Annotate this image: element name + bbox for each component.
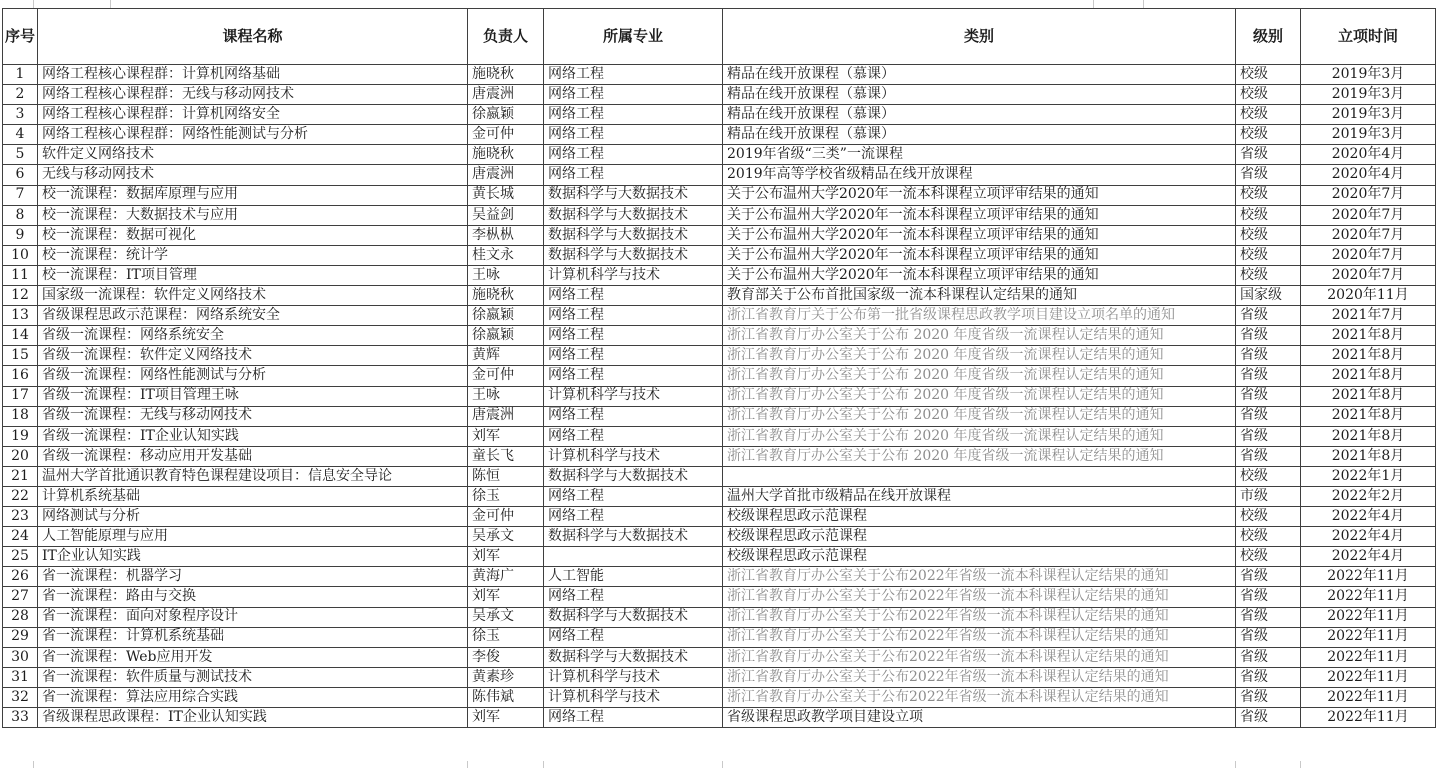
cell-course: 网络工程核心课程群：网络性能测试与分析 — [38, 125, 468, 145]
cell-major: 网络工程 — [544, 105, 723, 125]
cell-date: 2022年11月 — [1301, 647, 1436, 667]
cell-leader: 陈伟斌 — [468, 687, 544, 707]
cell-major: 计算机科学与技术 — [544, 687, 723, 707]
gridline-stub — [1300, 761, 1301, 768]
cell-index: 26 — [3, 567, 38, 587]
cell-major: 网络工程 — [544, 426, 723, 446]
cell-index: 15 — [3, 346, 38, 366]
cell-index: 1 — [3, 65, 38, 85]
cell-major: 网络工程 — [544, 286, 723, 306]
cell-course: 人工智能原理与应用 — [38, 527, 468, 547]
cell-course: 国家级一流课程：软件定义网络技术 — [38, 286, 468, 306]
cell-level: 校级 — [1236, 466, 1301, 486]
cell-major: 网络工程 — [544, 627, 723, 647]
cell-level: 省级 — [1236, 386, 1301, 406]
cell-level: 省级 — [1236, 687, 1301, 707]
cell-major: 网络工程 — [544, 346, 723, 366]
cell-date: 2022年11月 — [1301, 567, 1436, 587]
cell-index: 14 — [3, 326, 38, 346]
cell-index: 21 — [3, 466, 38, 486]
cell-date: 2020年7月 — [1301, 245, 1436, 265]
cell-level: 省级 — [1236, 627, 1301, 647]
cell-level: 省级 — [1236, 346, 1301, 366]
cell-level: 校级 — [1236, 245, 1301, 265]
cell-date: 2021年7月 — [1301, 306, 1436, 326]
cell-category: 浙江省教育厅办公室关于公布 2020 年度省级一流课程认定结果的通知 — [723, 326, 1236, 346]
table-row — [3, 406, 1436, 426]
cell-leader: 黄辉 — [468, 346, 544, 366]
cell-leader: 唐震洲 — [468, 85, 544, 105]
cell-date: 2022年2月 — [1301, 486, 1436, 506]
cell-leader: 徐嬴颖 — [468, 105, 544, 125]
cell-category: 浙江省教育厅办公室关于公布 2020 年度省级一流课程认定结果的通知 — [723, 386, 1236, 406]
cell-course: 校一流课程：统计学 — [38, 245, 468, 265]
cell-category: 精品在线开放课程（慕课） — [723, 105, 1236, 125]
table-header-row — [3, 9, 1436, 65]
cell-level: 校级 — [1236, 547, 1301, 567]
table-row — [3, 245, 1436, 265]
table-row — [3, 386, 1436, 406]
course-table — [2, 8, 1436, 728]
cell-leader: 徐嬴颖 — [468, 306, 544, 326]
cell-level: 省级 — [1236, 426, 1301, 446]
table-row — [3, 547, 1436, 567]
cell-date: 2021年8月 — [1301, 406, 1436, 426]
cell-leader: 黄长城 — [468, 185, 544, 205]
cell-date: 2021年8月 — [1301, 346, 1436, 366]
cell-category: 精品在线开放课程（慕课） — [723, 85, 1236, 105]
table-row — [3, 205, 1436, 225]
cell-leader: 施晓秋 — [468, 286, 544, 306]
cell-index: 19 — [3, 426, 38, 446]
cell-category: 2019年省级“三类”一流课程 — [723, 145, 1236, 165]
cell-course: 省一流课程：机器学习 — [38, 567, 468, 587]
cell-course: 省一流课程：路由与交换 — [38, 587, 468, 607]
cell-level: 省级 — [1236, 446, 1301, 466]
table-row — [3, 567, 1436, 587]
cell-leader: 刘军 — [468, 708, 544, 728]
cell-level: 省级 — [1236, 647, 1301, 667]
cell-index: 12 — [3, 286, 38, 306]
cell-course: 省一流课程：面向对象程序设计 — [38, 607, 468, 627]
cell-major: 数据科学与大数据技术 — [544, 245, 723, 265]
cell-category: 浙江省教育厅办公室关于公布2022年省级一流本科课程认定结果的通知 — [723, 627, 1236, 647]
cell-course: 省级一流课程：IT企业认知实践 — [38, 426, 468, 446]
cell-course: 网络工程核心课程群：计算机网络基础 — [38, 65, 468, 85]
cell-date: 2022年4月 — [1301, 547, 1436, 567]
cell-level: 国家级 — [1236, 286, 1301, 306]
cell-index: 30 — [3, 647, 38, 667]
cell-level: 省级 — [1236, 587, 1301, 607]
cell-category: 关于公布温州大学2020年一流本科课程立项评审结果的通知 — [723, 225, 1236, 245]
cell-date: 2022年11月 — [1301, 667, 1436, 687]
cell-leader: 王咏 — [468, 386, 544, 406]
cell-index: 32 — [3, 687, 38, 707]
cell-date: 2021年8月 — [1301, 386, 1436, 406]
cell-course: 校一流课程：数据可视化 — [38, 225, 468, 245]
cell-level: 省级 — [1236, 165, 1301, 185]
cell-course: 无线与移动网技术 — [38, 165, 468, 185]
cell-major: 数据科学与大数据技术 — [544, 607, 723, 627]
cell-leader: 李俊 — [468, 647, 544, 667]
cell-major: 网络工程 — [544, 145, 723, 165]
cell-leader: 金可仲 — [468, 366, 544, 386]
cell-leader: 吴益剑 — [468, 205, 544, 225]
cell-category: 浙江省教育厅办公室关于公布 2020 年度省级一流课程认定结果的通知 — [723, 426, 1236, 446]
cell-leader: 陈恒 — [468, 466, 544, 486]
cell-level: 省级 — [1236, 326, 1301, 346]
cell-date: 2020年4月 — [1301, 165, 1436, 185]
gridline-stub — [1093, 0, 1094, 8]
table-row — [3, 306, 1436, 326]
gridline-stub — [33, 761, 34, 768]
table-row — [3, 145, 1436, 165]
cell-category: 关于公布温州大学2020年一流本科课程立项评审结果的通知 — [723, 185, 1236, 205]
cell-major: 网络工程 — [544, 406, 723, 426]
table-row — [3, 105, 1436, 125]
cell-index: 18 — [3, 406, 38, 426]
cell-leader: 金可仲 — [468, 507, 544, 527]
cell-index: 29 — [3, 627, 38, 647]
cell-category: 浙江省教育厅办公室关于公布 2020 年度省级一流课程认定结果的通知 — [723, 446, 1236, 466]
cell-category: 温州大学首批市级精品在线开放课程 — [723, 486, 1236, 506]
cell-major: 数据科学与大数据技术 — [544, 205, 723, 225]
cell-index: 22 — [3, 486, 38, 506]
cell-major: 数据科学与大数据技术 — [544, 647, 723, 667]
table-row — [3, 225, 1436, 245]
cell-index: 24 — [3, 527, 38, 547]
cell-course: 温州大学首批通识教育特色课程建设项目：信息安全导论 — [38, 466, 468, 486]
cell-date: 2019年3月 — [1301, 85, 1436, 105]
cell-major: 计算机科学与技术 — [544, 265, 723, 285]
cell-date: 2022年11月 — [1301, 687, 1436, 707]
cell-index: 20 — [3, 446, 38, 466]
cell-major: 网络工程 — [544, 85, 723, 105]
column-header-leader: 负责人 — [468, 9, 544, 65]
cell-leader: 施晓秋 — [468, 65, 544, 85]
cell-category: 校级课程思政示范课程 — [723, 527, 1236, 547]
cell-leader: 徐玉 — [468, 627, 544, 647]
cell-category: 浙江省教育厅办公室关于公布 2020 年度省级一流课程认定结果的通知 — [723, 406, 1236, 426]
table-row — [3, 627, 1436, 647]
table-row — [3, 366, 1436, 386]
cell-course: 省级课程思政示范课程：网络系统安全 — [38, 306, 468, 326]
cell-leader: 施晓秋 — [468, 145, 544, 165]
cell-leader: 桂文永 — [468, 245, 544, 265]
table-row — [3, 326, 1436, 346]
table-row — [3, 65, 1436, 85]
cell-leader: 徐嬴颖 — [468, 326, 544, 346]
cell-date: 2020年7月 — [1301, 225, 1436, 245]
cell-course: 校一流课程：大数据技术与应用 — [38, 205, 468, 225]
cell-date: 2020年11月 — [1301, 286, 1436, 306]
cell-category: 关于公布温州大学2020年一流本科课程立项评审结果的通知 — [723, 265, 1236, 285]
cell-index: 33 — [3, 708, 38, 728]
cell-date: 2021年8月 — [1301, 326, 1436, 346]
cell-index: 7 — [3, 185, 38, 205]
cell-course: 网络工程核心课程群：计算机网络安全 — [38, 105, 468, 125]
cell-course: 网络测试与分析 — [38, 507, 468, 527]
cell-date: 2021年8月 — [1301, 446, 1436, 466]
cell-major: 计算机科学与技术 — [544, 446, 723, 466]
cell-course: 省级一流课程：网络系统安全 — [38, 326, 468, 346]
gridline-stub — [33, 0, 34, 8]
cell-course: 网络工程核心课程群：无线与移动网技术 — [38, 85, 468, 105]
cell-course: 省级课程思政课程：IT企业认知实践 — [38, 708, 468, 728]
table-row — [3, 607, 1436, 627]
cell-course: 省级一流课程：移动应用开发基础 — [38, 446, 468, 466]
table-row — [3, 426, 1436, 446]
table-row — [3, 507, 1436, 527]
cell-major: 网络工程 — [544, 326, 723, 346]
cell-date: 2022年4月 — [1301, 527, 1436, 547]
cell-leader: 吴承文 — [468, 607, 544, 627]
cell-level: 省级 — [1236, 406, 1301, 426]
table-row — [3, 265, 1436, 285]
cell-level: 校级 — [1236, 85, 1301, 105]
cell-level: 省级 — [1236, 708, 1301, 728]
cell-index: 5 — [3, 145, 38, 165]
cell-category: 浙江省教育厅办公室关于公布2022年省级一流本科课程认定结果的通知 — [723, 687, 1236, 707]
cell-date: 2021年8月 — [1301, 366, 1436, 386]
cell-index: 2 — [3, 85, 38, 105]
cell-index: 6 — [3, 165, 38, 185]
gridline-stub — [543, 761, 544, 768]
gridline-stub — [1143, 0, 1144, 8]
cell-category: 浙江省教育厅关于公布第一批省级课程思政教学项目建设立项名单的通知 — [723, 306, 1236, 326]
cell-category: 浙江省教育厅办公室关于公布2022年省级一流本科课程认定结果的通知 — [723, 567, 1236, 587]
cell-course: 省一流课程：计算机系统基础 — [38, 627, 468, 647]
cell-date: 2019年3月 — [1301, 125, 1436, 145]
cell-level: 校级 — [1236, 185, 1301, 205]
cell-course: 省级一流课程：软件定义网络技术 — [38, 346, 468, 366]
cell-major: 网络工程 — [544, 306, 723, 326]
cell-category — [723, 466, 1236, 486]
cell-index: 28 — [3, 607, 38, 627]
cell-category: 浙江省教育厅办公室关于公布2022年省级一流本科课程认定结果的通知 — [723, 667, 1236, 687]
cell-category: 校级课程思政示范课程 — [723, 547, 1236, 567]
cell-major: 网络工程 — [544, 708, 723, 728]
cell-major — [544, 547, 723, 567]
cell-category: 浙江省教育厅办公室关于公布2022年省级一流本科课程认定结果的通知 — [723, 647, 1236, 667]
cell-leader: 刘军 — [468, 587, 544, 607]
cell-date: 2020年7月 — [1301, 265, 1436, 285]
cell-course: 校一流课程：数据库原理与应用 — [38, 185, 468, 205]
cell-level: 校级 — [1236, 105, 1301, 125]
cell-date: 2021年8月 — [1301, 426, 1436, 446]
column-header-major: 所属专业 — [544, 9, 723, 65]
table-row — [3, 446, 1436, 466]
cell-major: 网络工程 — [544, 165, 723, 185]
cell-level: 省级 — [1236, 145, 1301, 165]
cell-course: 计算机系统基础 — [38, 486, 468, 506]
cell-course: 省级一流课程：IT项目管理王咏 — [38, 386, 468, 406]
cell-leader: 吴承文 — [468, 527, 544, 547]
cell-level: 校级 — [1236, 205, 1301, 225]
cell-course: 省一流课程：软件质量与测试技术 — [38, 667, 468, 687]
cell-date: 2020年4月 — [1301, 145, 1436, 165]
cell-category: 浙江省教育厅办公室关于公布 2020 年度省级一流课程认定结果的通知 — [723, 346, 1236, 366]
cell-date: 2020年7月 — [1301, 205, 1436, 225]
cell-level: 校级 — [1236, 507, 1301, 527]
cell-index: 3 — [3, 105, 38, 125]
cell-index: 11 — [3, 265, 38, 285]
cell-leader: 刘军 — [468, 426, 544, 446]
cell-major: 网络工程 — [544, 587, 723, 607]
cell-category: 关于公布温州大学2020年一流本科课程立项评审结果的通知 — [723, 245, 1236, 265]
cell-course: 省一流课程：算法应用综合实践 — [38, 687, 468, 707]
gridline-stub — [1235, 761, 1236, 768]
cell-index: 25 — [3, 547, 38, 567]
cell-level: 省级 — [1236, 667, 1301, 687]
cell-major: 网络工程 — [544, 366, 723, 386]
cell-major: 网络工程 — [544, 507, 723, 527]
cell-major: 人工智能 — [544, 567, 723, 587]
cell-category: 关于公布温州大学2020年一流本科课程立项评审结果的通知 — [723, 205, 1236, 225]
cell-course: 省一流课程：Web应用开发 — [38, 647, 468, 667]
column-header-index: 序号 — [3, 9, 38, 65]
cell-index: 10 — [3, 245, 38, 265]
gridline-stub — [110, 0, 111, 8]
cell-level: 校级 — [1236, 225, 1301, 245]
cell-level: 校级 — [1236, 125, 1301, 145]
table-row — [3, 165, 1436, 185]
cell-date: 2022年11月 — [1301, 587, 1436, 607]
cell-course: 软件定义网络技术 — [38, 145, 468, 165]
cell-index: 8 — [3, 205, 38, 225]
cell-level: 省级 — [1236, 567, 1301, 587]
cell-course: 校一流课程：IT项目管理 — [38, 265, 468, 285]
cell-major: 计算机科学与技术 — [544, 386, 723, 406]
cell-major: 数据科学与大数据技术 — [544, 466, 723, 486]
column-header-course: 课程名称 — [38, 9, 468, 65]
cell-date: 2022年1月 — [1301, 466, 1436, 486]
cell-leader: 刘军 — [468, 547, 544, 567]
cell-leader: 黄素珍 — [468, 667, 544, 687]
table-row — [3, 587, 1436, 607]
cell-major: 计算机科学与技术 — [544, 667, 723, 687]
cell-major: 网络工程 — [544, 125, 723, 145]
cell-level: 校级 — [1236, 265, 1301, 285]
table-row — [3, 125, 1436, 145]
cell-index: 16 — [3, 366, 38, 386]
cell-date: 2022年4月 — [1301, 507, 1436, 527]
cell-major: 网络工程 — [544, 486, 723, 506]
cell-level: 校级 — [1236, 65, 1301, 85]
cell-major: 网络工程 — [544, 65, 723, 85]
cell-date: 2022年11月 — [1301, 708, 1436, 728]
table-row — [3, 185, 1436, 205]
cell-category: 2019年高等学校省级精品在线开放课程 — [723, 165, 1236, 185]
cell-date: 2019年3月 — [1301, 65, 1436, 85]
cell-index: 31 — [3, 667, 38, 687]
cell-category: 浙江省教育厅办公室关于公布2022年省级一流本科课程认定结果的通知 — [723, 607, 1236, 627]
cell-category: 浙江省教育厅办公室关于公布 2020 年度省级一流课程认定结果的通知 — [723, 366, 1236, 386]
cell-index: 13 — [3, 306, 38, 326]
cell-leader: 唐震洲 — [468, 165, 544, 185]
cell-level: 省级 — [1236, 607, 1301, 627]
cell-category: 省级课程思政教学项目建设立项 — [723, 708, 1236, 728]
table-row — [3, 486, 1436, 506]
cell-category: 精品在线开放课程（慕课） — [723, 65, 1236, 85]
table-row — [3, 667, 1436, 687]
cell-major: 数据科学与大数据技术 — [544, 527, 723, 547]
cell-leader: 唐震洲 — [468, 406, 544, 426]
cell-index: 9 — [3, 225, 38, 245]
cell-date: 2022年11月 — [1301, 627, 1436, 647]
gridline-stub — [467, 761, 468, 768]
cell-level: 校级 — [1236, 527, 1301, 547]
cell-category: 教育部关于公布首批国家级一流本科课程认定结果的通知 — [723, 286, 1236, 306]
table-row — [3, 286, 1436, 306]
cell-date: 2020年7月 — [1301, 185, 1436, 205]
cell-course: IT企业认知实践 — [38, 547, 468, 567]
table-row — [3, 527, 1436, 547]
cell-leader: 童长飞 — [468, 446, 544, 466]
cell-date: 2022年11月 — [1301, 607, 1436, 627]
cell-leader: 金可仲 — [468, 125, 544, 145]
cell-index: 4 — [3, 125, 38, 145]
cell-category: 精品在线开放课程（慕课） — [723, 125, 1236, 145]
table-row — [3, 346, 1436, 366]
cell-leader: 黄海广 — [468, 567, 544, 587]
column-header-level: 级别 — [1236, 9, 1301, 65]
column-header-category: 类别 — [723, 9, 1236, 65]
cell-course: 省级一流课程：无线与移动网技术 — [38, 406, 468, 426]
cell-category: 浙江省教育厅办公室关于公布2022年省级一流本科课程认定结果的通知 — [723, 587, 1236, 607]
cell-category: 校级课程思政示范课程 — [723, 507, 1236, 527]
cell-index: 27 — [3, 587, 38, 607]
column-header-date: 立项时间 — [1301, 9, 1436, 65]
table-row — [3, 687, 1436, 707]
cell-major: 数据科学与大数据技术 — [544, 225, 723, 245]
table-row — [3, 466, 1436, 486]
cell-level: 市级 — [1236, 486, 1301, 506]
table-row — [3, 708, 1436, 728]
table-row — [3, 85, 1436, 105]
cell-index: 17 — [3, 386, 38, 406]
cell-leader: 李枞枞 — [468, 225, 544, 245]
cell-date: 2019年3月 — [1301, 105, 1436, 125]
cell-leader: 徐玉 — [468, 486, 544, 506]
cell-major: 数据科学与大数据技术 — [544, 185, 723, 205]
cell-index: 23 — [3, 507, 38, 527]
cell-level: 省级 — [1236, 306, 1301, 326]
cell-leader: 王咏 — [468, 265, 544, 285]
gridline-stub — [722, 761, 723, 768]
table-row — [3, 647, 1436, 667]
cell-level: 省级 — [1236, 366, 1301, 386]
cell-course: 省级一流课程：网络性能测试与分析 — [38, 366, 468, 386]
